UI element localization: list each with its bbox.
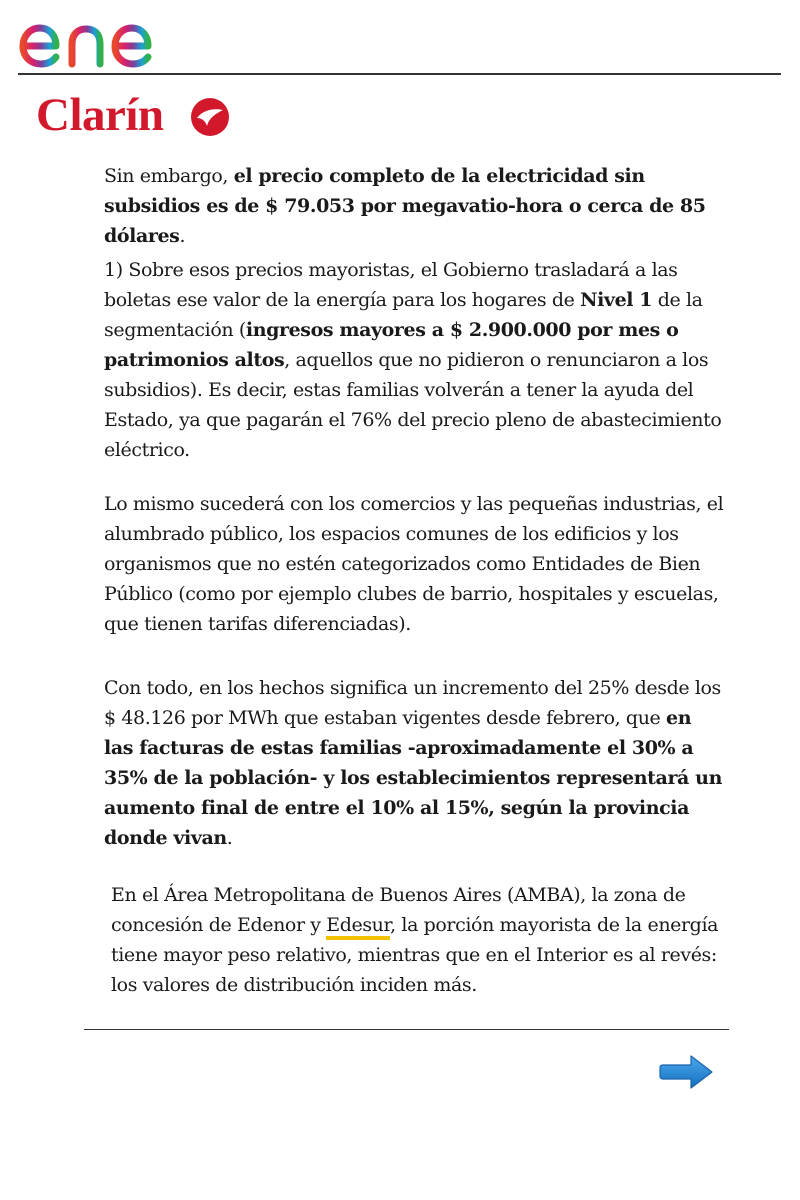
- p2-text-mid: de la segmentación (: [104, 289, 703, 341]
- p2-text: 1) Sobre esos precios mayoristas, el Gobierno trasladará a las boletas ese valor de la energía para los hogares de: [104, 259, 678, 311]
- p2-text-end: , aquellos que no pidieron o renunciaron a los subsidios). Es decir, estas familias volverán a tener la ayuda del Estado, ya que pagarán el 76% del precio pleno de abastecimiento eléctrico.: [104, 349, 722, 461]
- p5-text: En el Área Metropolitana de Buenos Aires (AMBA), la zona de concesión de Edenor y: [111, 884, 686, 936]
- header-divider: [18, 73, 781, 75]
- article-paragraph-1: [104, 161, 724, 251]
- article-paragraph-3: [104, 489, 724, 639]
- p4-bold-text: en las facturas de estas familias -aproximadamente el 30% a 35% de la población- y los establecimientos representará un aumento final de entre el 10% al 15%, según la provincia donde vivan: [104, 707, 723, 849]
- article-paragraph-4: [104, 673, 724, 853]
- article-paragraph-5: [111, 880, 731, 1000]
- clarin-logo-text: Clarín: [36, 89, 164, 141]
- clarin-mark-icon: [189, 96, 231, 138]
- p4-text-end: .: [226, 827, 233, 849]
- p4-text: Con todo, en los hechos significa un incremento del 25% desde los $ 48.126 por MWh que estaban vigentes desde febrero, que: [104, 677, 721, 729]
- clarin-logo[interactable]: [36, 88, 236, 142]
- p1-text: Sin embargo,: [104, 165, 234, 187]
- p1-bold-text: el precio completo de la electricidad sin subsidios es de $ 79.053 por megavatio-hora o cerca de 85 dólares: [104, 165, 706, 247]
- edesur-link[interactable]: Edesur: [326, 914, 390, 940]
- p1-text-end: .: [179, 225, 186, 247]
- enel-logo: [18, 4, 193, 70]
- article-paragraph-2: [104, 255, 724, 465]
- p2-bold-nivel: Nivel 1: [580, 289, 653, 311]
- arrow-right-icon[interactable]: [659, 1053, 715, 1091]
- p3-text: Lo mismo sucederá con los comercios y las pequeñas industrias, el alumbrado público, los espacios comunes de los edificios y los organismos que no estén categorizados como Entidades de Bien Público (como por ejemplo clubes de barrio, hospitales y escuelas, que tienen tarifas diferenciadas).: [104, 493, 724, 635]
- p5-text-end: , la porción mayorista de la energía tiene mayor peso relativo, mientras que en el Interior es al revés: los valores de distribución inciden más.: [111, 914, 719, 996]
- p2-bold-ingresos: ingresos mayores a $ 2.900.000 por mes o patrimonios altos: [104, 319, 679, 371]
- footer-divider: [84, 1029, 729, 1030]
